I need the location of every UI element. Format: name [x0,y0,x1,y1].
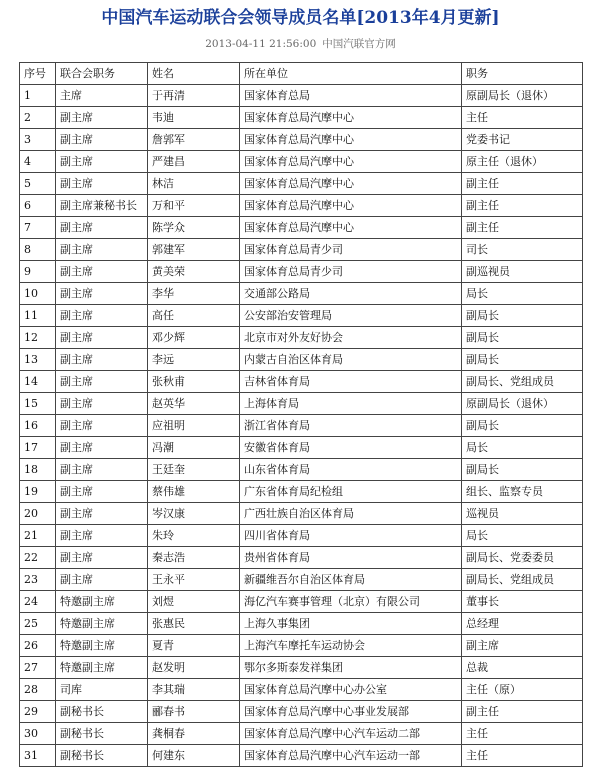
cell-federation-post: 副主席 [56,217,148,239]
cell-position: 主任 [462,107,583,129]
cell-name: 郭建军 [148,239,240,261]
cell-position: 副主任 [462,701,583,723]
table-row [20,503,583,525]
cell-position: 副主席 [462,635,583,657]
cell-name: 朱玲 [148,525,240,547]
cell-name: 刘煜 [148,591,240,613]
cell-federation-post: 特邀副主席 [56,635,148,657]
cell-index: 6 [20,195,56,217]
cell-name: 李华 [148,283,240,305]
cell-organization: 上海汽车摩托车运动协会 [240,635,462,657]
cell-organization: 吉林省体育局 [240,371,462,393]
cell-position: 司长 [462,239,583,261]
cell-federation-post: 副主席 [56,239,148,261]
cell-name: 林洁 [148,173,240,195]
cell-name: 韦迪 [148,107,240,129]
cell-position: 原主任（退休） [462,151,583,173]
cell-organization: 北京市对外友好协会 [240,327,462,349]
cell-federation-post: 副主席 [56,525,148,547]
cell-name: 詹郭军 [148,129,240,151]
cell-federation-post: 副主席 [56,129,148,151]
table-row [20,415,583,437]
cell-index: 24 [20,591,56,613]
table-row [20,569,583,591]
table-row [20,173,583,195]
cell-name: 秦志浩 [148,547,240,569]
cell-index: 13 [20,349,56,371]
cell-position: 局长 [462,437,583,459]
cell-federation-post: 副主席 [56,151,148,173]
cell-index: 11 [20,305,56,327]
cell-index: 15 [20,393,56,415]
table-row [20,679,583,701]
cell-position: 巡视员 [462,503,583,525]
cell-federation-post: 副主席 [56,261,148,283]
cell-index: 9 [20,261,56,283]
cell-position: 副巡视员 [462,261,583,283]
cell-name: 张秋甫 [148,371,240,393]
cell-federation-post: 副主席 [56,283,148,305]
cell-name: 冯潮 [148,437,240,459]
cell-federation-post: 副主席 [56,393,148,415]
cell-index: 21 [20,525,56,547]
cell-name: 蔡伟雄 [148,481,240,503]
cell-position: 总裁 [462,657,583,679]
cell-index: 17 [20,437,56,459]
cell-index: 4 [20,151,56,173]
cell-name: 应祖明 [148,415,240,437]
cell-index: 12 [20,327,56,349]
cell-position: 副局长 [462,415,583,437]
cell-name: 高任 [148,305,240,327]
cell-federation-post: 副主席 [56,569,148,591]
cell-index: 27 [20,657,56,679]
cell-position: 主任 [462,745,583,767]
cell-index: 28 [20,679,56,701]
table-row [20,459,583,481]
cell-federation-post: 特邀副主席 [56,657,148,679]
cell-organization: 国家体育总局汽摩中心 [240,107,462,129]
cell-index: 26 [20,635,56,657]
cell-federation-post: 副主席兼秘书长 [56,195,148,217]
page-title: 中国汽车运动联合会领导成员名单[2013年4月更新] [101,8,500,28]
cell-position: 副局长 [462,349,583,371]
cell-organization: 山东省体育局 [240,459,462,481]
cell-position: 主任 [462,723,583,745]
cell-position: 董事长 [462,591,583,613]
table-row [20,283,583,305]
leadership-table [19,62,583,767]
cell-federation-post: 副主席 [56,547,148,569]
cell-index: 25 [20,613,56,635]
cell-federation-post: 副主席 [56,415,148,437]
table-row [20,107,583,129]
cell-organization: 四川省体育局 [240,525,462,547]
cell-index: 22 [20,547,56,569]
table-row [20,701,583,723]
cell-federation-post: 副秘书长 [56,745,148,767]
table-row [20,613,583,635]
cell-name: 张惠民 [148,613,240,635]
cell-position: 副局长、党组成员 [462,371,583,393]
cell-index: 14 [20,371,56,393]
cell-name: 郦春书 [148,701,240,723]
header-federation-post: 联合会职务 [56,63,148,85]
cell-index: 8 [20,239,56,261]
cell-index: 16 [20,415,56,437]
table-row [20,635,583,657]
cell-federation-post: 特邀副主席 [56,613,148,635]
cell-name: 于再清 [148,85,240,107]
cell-name: 赵发明 [148,657,240,679]
table-row [20,371,583,393]
cell-name: 王廷奎 [148,459,240,481]
table-row [20,151,583,173]
cell-position: 原副局长（退休） [462,393,583,415]
table-row [20,349,583,371]
cell-index: 10 [20,283,56,305]
cell-organization: 国家体育总局汽摩中心 [240,129,462,151]
cell-federation-post: 副主席 [56,107,148,129]
cell-position: 副局长、党组成员 [462,569,583,591]
header-index: 序号 [20,63,56,85]
cell-name: 李远 [148,349,240,371]
cell-organization: 上海久事集团 [240,613,462,635]
cell-federation-post: 副主席 [56,481,148,503]
cell-name: 王永平 [148,569,240,591]
cell-federation-post: 副主席 [56,173,148,195]
cell-federation-post: 副主席 [56,437,148,459]
cell-organization: 国家体育总局 [240,85,462,107]
table-row [20,393,583,415]
table-row [20,657,583,679]
cell-federation-post: 副秘书长 [56,723,148,745]
cell-name: 赵英华 [148,393,240,415]
cell-position: 副局长 [462,327,583,349]
cell-position: 原副局长（退休） [462,85,583,107]
header-organization: 所在单位 [240,63,462,85]
cell-position: 组长、监察专员 [462,481,583,503]
cell-name: 严建昌 [148,151,240,173]
cell-name: 万和平 [148,195,240,217]
cell-index: 18 [20,459,56,481]
cell-index: 5 [20,173,56,195]
cell-name: 陈学众 [148,217,240,239]
cell-name: 岑汉康 [148,503,240,525]
cell-position: 局长 [462,283,583,305]
cell-organization: 国家体育总局汽摩中心 [240,151,462,173]
cell-organization: 上海体育局 [240,393,462,415]
cell-index: 20 [20,503,56,525]
cell-organization: 国家体育总局汽摩中心 [240,195,462,217]
header-position: 职务 [462,63,583,85]
cell-federation-post: 副秘书长 [56,701,148,723]
cell-organization: 国家体育总局汽摩中心汽车运动一部 [240,745,462,767]
cell-position: 党委书记 [462,129,583,151]
table-row [20,239,583,261]
cell-organization: 国家体育总局青少司 [240,239,462,261]
cell-organization: 贵州省体育局 [240,547,462,569]
cell-name: 龚桐春 [148,723,240,745]
source-link[interactable]: 中国汽联官方网 [322,38,396,50]
table-row [20,305,583,327]
cell-position: 主任（原） [462,679,583,701]
cell-federation-post: 副主席 [56,371,148,393]
cell-position: 副主任 [462,217,583,239]
table-header-row [20,63,583,85]
cell-name: 何建东 [148,745,240,767]
publish-date: 2013-04-11 21:56:00 [205,38,317,50]
cell-federation-post: 副主席 [56,459,148,481]
table-row [20,745,583,767]
header-name: 姓名 [148,63,240,85]
article-meta [0,37,601,51]
cell-organization: 广西壮族自治区体育局 [240,503,462,525]
cell-index: 23 [20,569,56,591]
cell-organization: 国家体育总局汽摩中心 [240,173,462,195]
cell-organization: 安徽省体育局 [240,437,462,459]
cell-position: 副局长 [462,305,583,327]
cell-federation-post: 特邀副主席 [56,591,148,613]
cell-name: 夏青 [148,635,240,657]
cell-index: 31 [20,745,56,767]
cell-organization: 国家体育总局青少司 [240,261,462,283]
cell-index: 30 [20,723,56,745]
cell-organization: 国家体育总局汽摩中心 [240,217,462,239]
cell-index: 19 [20,481,56,503]
cell-organization: 浙江省体育局 [240,415,462,437]
table-row [20,217,583,239]
cell-position: 总经理 [462,613,583,635]
cell-index: 29 [20,701,56,723]
table-row [20,591,583,613]
cell-organization: 鄂尔多斯泰发祥集团 [240,657,462,679]
cell-organization: 内蒙古自治区体育局 [240,349,462,371]
cell-index: 7 [20,217,56,239]
cell-organization: 国家体育总局汽摩中心办公室 [240,679,462,701]
cell-name: 黄美荣 [148,261,240,283]
cell-federation-post: 副主席 [56,305,148,327]
cell-organization: 新疆维吾尔自治区体育局 [240,569,462,591]
cell-federation-post: 主席 [56,85,148,107]
table-row [20,723,583,745]
table-row [20,85,583,107]
table-row [20,261,583,283]
cell-index: 2 [20,107,56,129]
cell-index: 3 [20,129,56,151]
cell-organization: 国家体育总局汽摩中心汽车运动二部 [240,723,462,745]
cell-federation-post: 副主席 [56,503,148,525]
cell-organization: 国家体育总局汽摩中心事业发展部 [240,701,462,723]
table-row [20,327,583,349]
table-row [20,195,583,217]
table-row [20,547,583,569]
cell-position: 副主任 [462,173,583,195]
cell-position: 副局长 [462,459,583,481]
table-row [20,481,583,503]
table-row [20,437,583,459]
cell-position: 副主任 [462,195,583,217]
cell-index: 1 [20,85,56,107]
cell-position: 副局长、党委委员 [462,547,583,569]
cell-organization: 公安部治安管理局 [240,305,462,327]
cell-organization: 海亿汽车赛事管理（北京）有限公司 [240,591,462,613]
cell-name: 邓少辉 [148,327,240,349]
cell-federation-post: 司库 [56,679,148,701]
cell-organization: 交通部公路局 [240,283,462,305]
table-row [20,129,583,151]
cell-federation-post: 副主席 [56,349,148,371]
cell-position: 局长 [462,525,583,547]
table-row [20,525,583,547]
cell-federation-post: 副主席 [56,327,148,349]
cell-name: 李其瑞 [148,679,240,701]
cell-organization: 广东省体育局纪检组 [240,481,462,503]
